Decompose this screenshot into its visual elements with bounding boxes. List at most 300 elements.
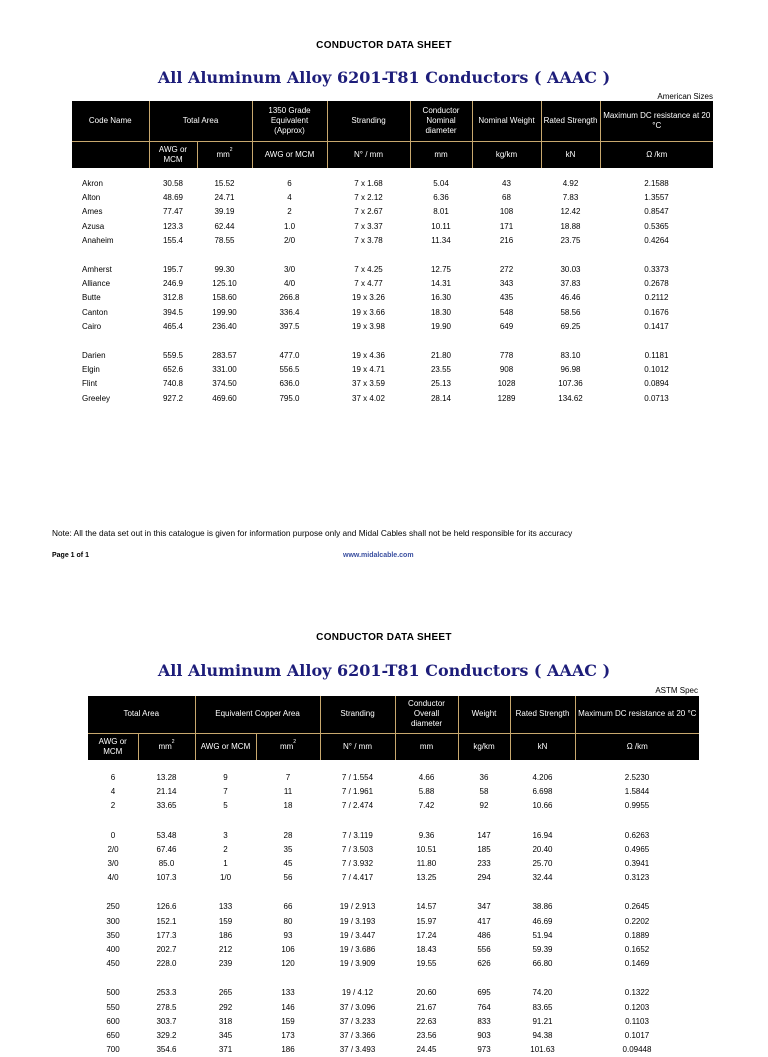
table-cell: 0.2112	[644, 293, 669, 303]
table-cell: Flint	[82, 379, 98, 389]
table-cell: Canton	[82, 307, 108, 317]
table-cell: 30.58	[162, 179, 184, 189]
table-row	[72, 391, 713, 405]
table-row	[72, 291, 713, 305]
table-cell: 0.09448	[622, 1045, 652, 1055]
table-cell: 600	[106, 1016, 120, 1026]
data-table-p1	[72, 177, 713, 406]
table-row	[88, 843, 699, 857]
table-cell: 37 / 3.366	[339, 1030, 376, 1040]
table-cell: 85.0	[158, 859, 175, 869]
table-cell: 292	[218, 1002, 233, 1012]
table-cell: 0.9955	[624, 801, 650, 811]
table-cell: 4/0	[283, 279, 296, 289]
table-cell: 556	[477, 944, 491, 954]
sheet-title-2: CONDUCTOR DATA SHEET	[316, 632, 452, 643]
table-cell: 400	[106, 944, 120, 954]
table-cell: 7 x 2.12	[354, 193, 383, 203]
table-cell: 171	[499, 221, 514, 231]
table-cell: 19 x 3.66	[352, 307, 385, 317]
table-cell: 46.69	[532, 916, 553, 926]
table-cell: 0.3373	[644, 265, 669, 275]
table-header-p1	[72, 101, 713, 168]
header-total-area-2: Total Area	[88, 696, 195, 733]
table-cell: 6.36	[433, 193, 449, 203]
table-cell: 146	[281, 1002, 295, 1012]
table-cell: 94.38	[532, 1030, 553, 1040]
table-cell: 4.92	[562, 179, 579, 189]
table-cell: 48.69	[162, 193, 184, 203]
unit2-mm2: $mm^2$	[138, 733, 195, 760]
table-cell: 96.98	[560, 365, 581, 375]
table-cell: 1.5844	[624, 787, 650, 797]
table-cell: 2	[223, 844, 228, 854]
table-cell: 106	[281, 944, 295, 954]
header-equivalent-copper: Equivalent Copper Area	[195, 696, 320, 733]
unit-ohm: Ω /km	[600, 141, 713, 168]
table-cell: 1/0	[219, 873, 232, 883]
table-cell: 80	[283, 916, 293, 926]
table-cell: 58	[479, 787, 489, 797]
header-strength: Rated Strength	[541, 101, 600, 141]
table-cell: 45	[283, 859, 293, 869]
table-cell: 14.57	[416, 902, 437, 912]
table-cell: 25.13	[430, 379, 452, 389]
table-cell: 7 / 3.503	[341, 844, 374, 854]
table-cell: 46.46	[560, 293, 581, 303]
page-title: All Aluminum Alloy 6201-T81 Conductors ( AAAC )	[157, 68, 611, 87]
table-cell: 37 x 3.59	[352, 379, 385, 389]
table-row	[88, 1029, 699, 1043]
table-cell: 67.46	[156, 844, 177, 854]
header-stranding: Stranding	[327, 101, 410, 141]
table-cell: 350	[106, 930, 120, 940]
website-link[interactable]: www.midalcable.com	[343, 552, 414, 559]
table-cell: 4.66	[418, 773, 435, 783]
table-cell: 155.4	[162, 235, 184, 245]
table-cell: 15.97	[416, 916, 437, 926]
table-cell: 7 / 2.474	[341, 801, 374, 811]
table-cell: 59.39	[532, 944, 553, 954]
table-cell: 126.6	[156, 902, 177, 912]
table-cell: 559.5	[162, 350, 184, 360]
table-cell: 9	[223, 773, 228, 783]
table-cell: 239	[218, 959, 233, 969]
unit2-awg: AWG or MCM	[88, 733, 138, 760]
table-cell: 272	[499, 265, 514, 275]
unit-awg: AWG or MCM	[149, 141, 197, 168]
header-code-name: Code Name	[72, 101, 149, 141]
table-row	[72, 220, 713, 234]
table-cell: 4	[287, 193, 292, 203]
table-cell: 53.48	[156, 830, 177, 840]
table-cell: 0.1322	[624, 988, 650, 998]
table-cell: 195.7	[162, 265, 184, 275]
table-cell: Azusa	[82, 221, 105, 231]
table-cell: 69.25	[560, 321, 581, 331]
table-cell: 77.47	[162, 207, 184, 217]
table-cell: 2/0	[283, 235, 296, 245]
table-cell: 68	[502, 193, 511, 203]
table-cell: 7 / 3.932	[341, 859, 374, 869]
table-cell: 18	[283, 801, 293, 811]
table-row	[88, 986, 699, 1000]
table-cell: 19.90	[430, 321, 452, 331]
unit2-mm: mm	[395, 733, 458, 760]
table-cell: 0.1103	[625, 1016, 649, 1026]
table-cell: 19 / 3.447	[339, 930, 376, 940]
header-strength-2: Rated Strength	[510, 696, 575, 733]
header-diameter: Conductor Nominal diameter	[410, 101, 472, 141]
table-cell: 28.14	[430, 393, 452, 403]
table-cell: 778	[499, 350, 514, 360]
table-cell: 24.45	[416, 1045, 437, 1055]
table-cell: 12.75	[430, 265, 452, 275]
table-cell: 17.24	[416, 930, 437, 940]
table-cell: 4/0	[107, 873, 119, 883]
table-cell: 4.206	[532, 773, 553, 783]
unit-awg-eq: AWG or MCM	[252, 141, 327, 168]
group-spacer	[88, 885, 699, 900]
table-cell: 11.80	[416, 859, 437, 869]
table-header-p2	[88, 696, 699, 760]
table-cell: 10.51	[416, 844, 437, 854]
table-cell: 19 / 2.913	[339, 902, 376, 912]
table-cell: 202.7	[156, 944, 177, 954]
table-row	[88, 915, 699, 929]
table-cell: 0.1889	[624, 930, 650, 940]
table-cell: 3	[223, 830, 228, 840]
table-cell: 74.20	[532, 988, 553, 998]
table-cell: 7.42	[418, 801, 435, 811]
table-cell: 93	[283, 930, 293, 940]
table-row	[88, 871, 699, 885]
table-cell: 78.55	[214, 235, 235, 245]
table-cell: 0.1203	[624, 1002, 650, 1012]
table-cell: 24.71	[214, 193, 235, 203]
table-cell: Alton	[82, 193, 101, 203]
table-cell: 2.1588	[644, 179, 669, 189]
table-cell: 908	[499, 365, 514, 375]
table-cell: 21.14	[156, 787, 177, 797]
table-cell: 91.21	[532, 1016, 553, 1026]
table-cell: 0.2645	[624, 902, 650, 912]
table-cell: 2	[287, 207, 292, 217]
group-spacer	[88, 971, 699, 986]
table-cell: 23.75	[560, 235, 581, 245]
table-cell: 18.88	[560, 221, 581, 231]
table-cell: 1.0	[283, 221, 296, 231]
unit2-mm2-eq: $mm^2$	[256, 733, 320, 760]
table-cell: 56	[283, 873, 293, 883]
unit-stranding: N° / mm	[327, 141, 410, 168]
table-cell: 435	[499, 293, 514, 303]
table-cell: 30.03	[560, 265, 581, 275]
table-row	[72, 177, 713, 191]
table-row	[72, 363, 713, 377]
table-row	[88, 771, 699, 785]
table-cell: 0.4965	[624, 844, 650, 854]
table-row	[88, 900, 699, 914]
table-row	[88, 799, 699, 813]
table-cell: 7	[285, 773, 291, 783]
table-cell: 7 x 4.77	[354, 279, 383, 289]
table-row	[88, 1000, 699, 1014]
table-cell: 7 x 2.67	[354, 207, 383, 217]
group-spacer	[88, 814, 699, 829]
table-cell: 450	[106, 959, 120, 969]
table-cell: 123.3	[162, 221, 184, 231]
table-cell: 11.34	[431, 235, 451, 245]
header-equivalent: 1350 Grade Equivalent (Approx)	[252, 101, 327, 141]
table-cell: 62.44	[214, 221, 235, 231]
table-cell: 294	[477, 873, 491, 883]
table-cell: 927.2	[162, 393, 184, 403]
table-row	[88, 1015, 699, 1029]
table-cell: 21.67	[416, 1002, 437, 1012]
table-cell: 0.2202	[624, 916, 650, 926]
table-cell: 28	[283, 830, 293, 840]
table-cell: 21.80	[430, 350, 452, 360]
unit2-kn: kN	[510, 733, 575, 760]
table-cell: 7	[223, 787, 228, 797]
table-row	[88, 943, 699, 957]
table-cell: 903	[477, 1030, 491, 1040]
table-cell: 2	[110, 801, 116, 811]
table-cell: 13.28	[156, 773, 177, 783]
table-cell: 125.10	[212, 279, 237, 289]
table-row	[72, 205, 713, 219]
table-cell: 465.4	[162, 321, 184, 331]
table-cell: 185	[477, 844, 491, 854]
table-cell: 133	[281, 988, 295, 998]
table-cell: Cairo	[82, 321, 102, 331]
table-cell: 1.3557	[644, 193, 669, 203]
table-row	[72, 377, 713, 391]
table-cell: 764	[477, 1002, 491, 1012]
table-cell: 329.2	[156, 1030, 177, 1040]
table-cell: 500	[106, 988, 120, 998]
table-cell: 23.55	[430, 365, 452, 375]
table-cell: 83.10	[560, 350, 581, 360]
table-cell: 16.94	[532, 830, 553, 840]
table-cell: 147	[477, 830, 491, 840]
table-cell: 107.36	[558, 379, 583, 389]
table-cell: 6	[110, 773, 116, 783]
table-cell: 0.3941	[624, 859, 650, 869]
unit2-kgkm: kg/km	[458, 733, 510, 760]
table-cell: 19 x 3.98	[352, 321, 385, 331]
table-cell: 4	[110, 787, 116, 797]
table-cell: 18.30	[430, 307, 452, 317]
table-row	[72, 263, 713, 277]
table-cell: 186	[218, 930, 233, 940]
header-weight-2: Weight	[458, 696, 510, 733]
header-resistance-2: Maximum DC resistance at 20 °C	[575, 696, 699, 733]
table-row	[72, 306, 713, 320]
table-cell: 33.65	[156, 801, 177, 811]
table-cell: 636.0	[279, 379, 300, 389]
table-cell: 51.94	[532, 930, 553, 940]
table-cell: 0.1652	[624, 944, 650, 954]
table-cell: 66.80	[532, 959, 553, 969]
table-cell: Anaheim	[82, 235, 114, 245]
group-spacer	[72, 334, 713, 349]
table-cell: 186	[281, 1045, 295, 1055]
table-cell: 13.25	[416, 873, 437, 883]
table-cell: 20.40	[532, 844, 553, 854]
table-cell: 303.7	[156, 1016, 177, 1026]
table-cell: 35	[283, 844, 293, 854]
table-cell: 36	[479, 773, 489, 783]
table-cell: Amherst	[82, 265, 112, 275]
unit2-stranding: N° / mm	[320, 733, 395, 760]
table-cell: 371	[218, 1045, 233, 1055]
table-cell: 7 x 4.25	[354, 265, 383, 275]
table-cell: Elgin	[82, 365, 100, 375]
table-cell: 652.6	[162, 365, 184, 375]
group-spacer	[72, 248, 713, 263]
table-cell: 265	[218, 988, 233, 998]
table-cell: 9.36	[418, 830, 435, 840]
table-cell: 6.698	[532, 787, 553, 797]
table-cell: Ames	[82, 207, 103, 217]
table-cell: 250	[106, 902, 120, 912]
table-cell: 417	[477, 916, 491, 926]
table-cell: 173	[281, 1030, 295, 1040]
table-cell: 2.5230	[624, 773, 650, 783]
table-cell: 1028	[497, 379, 516, 389]
table-cell: 246.9	[162, 279, 184, 289]
table-cell: 253.3	[156, 988, 177, 998]
table-cell: 108	[499, 207, 514, 217]
table-cell: 1289	[497, 393, 516, 403]
table-cell: 101.63	[530, 1045, 555, 1055]
table-cell: 20.60	[416, 988, 437, 998]
table-cell: 833	[477, 1016, 491, 1026]
table-cell: 343	[499, 279, 514, 289]
table-cell: 0.1181	[644, 350, 669, 360]
table-cell: 7 x 1.68	[354, 179, 383, 189]
table-cell: 695	[477, 988, 491, 998]
page-number: Page 1 of 1	[52, 552, 89, 559]
table-cell: 336.4	[279, 307, 300, 317]
table-cell: 133	[218, 902, 233, 912]
table-cell: 0.0894	[644, 379, 669, 389]
table-row	[72, 320, 713, 334]
table-cell: 283.57	[212, 350, 237, 360]
table-cell: 0.5365	[644, 221, 669, 231]
table-cell: 19 / 3.193	[339, 916, 376, 926]
table-cell: 394.5	[162, 307, 184, 317]
data-table-p2	[88, 771, 699, 1057]
table-cell: 0.8547	[644, 207, 669, 217]
table-cell: 5.04	[433, 179, 449, 189]
table-row	[88, 857, 699, 871]
table-cell: 37 x 4.02	[352, 393, 385, 403]
table-cell: 7 x 3.37	[354, 221, 383, 231]
page-title-2: All Aluminum Alloy 6201-T81 Conductors ( AAAC )	[157, 661, 611, 680]
table-cell: 15.52	[214, 179, 235, 189]
table-row	[72, 191, 713, 205]
table-cell: 37 / 3.096	[339, 1002, 376, 1012]
table-cell: 354.6	[156, 1045, 177, 1055]
table-cell: 83.65	[532, 1002, 553, 1012]
table-cell: 14.31	[430, 279, 452, 289]
table-cell: 397.5	[279, 321, 300, 331]
table-row	[88, 1043, 699, 1057]
header-weight: Nominal Weight	[472, 101, 541, 141]
table-cell: 300	[106, 916, 120, 926]
table-cell: 38.86	[532, 902, 553, 912]
table-cell: 0.3123	[624, 873, 650, 883]
table-cell: Greeley	[82, 393, 111, 403]
table-cell: 740.8	[162, 379, 184, 389]
table-cell: 345	[218, 1030, 233, 1040]
sheet-title: CONDUCTOR DATA SHEET	[316, 40, 452, 51]
table-cell: 973	[477, 1045, 491, 1055]
table-cell: Butte	[82, 293, 101, 303]
table-cell: Akron	[82, 179, 103, 189]
table-cell: 2/0	[107, 844, 119, 854]
table-cell: 3/0	[283, 265, 296, 275]
table-cell: 92	[479, 801, 489, 811]
table-cell: 486	[477, 930, 491, 940]
table-row	[72, 277, 713, 291]
table-cell: 19 x 4.36	[352, 350, 385, 360]
table-cell: 10.66	[532, 801, 553, 811]
table-row	[88, 829, 699, 843]
table-cell: 278.5	[156, 1002, 177, 1012]
table-cell: Darien	[82, 350, 106, 360]
table-cell: 0.0713	[644, 393, 669, 403]
table-cell: 43	[502, 179, 511, 189]
table-cell: 12.42	[560, 207, 581, 217]
table-cell: 0.2678	[644, 279, 669, 289]
table-cell: 649	[499, 321, 514, 331]
table-cell: 159	[281, 1016, 295, 1026]
table-cell: 212	[218, 944, 233, 954]
table-cell: 134.62	[558, 393, 583, 403]
table-cell: 0.1676	[644, 307, 669, 317]
table-cell: 5.88	[418, 787, 435, 797]
header-resistance: Maximum DC resistance at 20 °C	[600, 101, 713, 141]
unit2-awg-eq: AWG or MCM	[195, 733, 256, 760]
table-row	[72, 349, 713, 363]
table-row	[88, 957, 699, 971]
table-cell: 0.6263	[624, 830, 650, 840]
header-total-area: Total Area	[149, 101, 252, 141]
table-cell: 120	[281, 959, 295, 969]
unit2-ohm: Ω /km	[575, 733, 699, 760]
table-cell: 107.3	[156, 873, 177, 883]
table-cell: 3/0	[107, 859, 119, 869]
table-cell: 37 / 3.233	[339, 1016, 376, 1026]
table-cell: 795.0	[279, 393, 300, 403]
table-cell: 199.90	[212, 307, 237, 317]
table-cell: 7.83	[562, 193, 579, 203]
table-cell: 7 / 3.119	[342, 830, 373, 840]
table-cell: 32.44	[532, 873, 553, 883]
table-cell: 469.60	[212, 393, 237, 403]
table-cell: 23.56	[416, 1030, 437, 1040]
table-cell: 318	[218, 1016, 233, 1026]
table-cell: 158.60	[212, 293, 237, 303]
spec-note: ASTM Spec	[655, 686, 698, 695]
unit-kgkm: kg/km	[472, 141, 541, 168]
table-cell: 18.43	[416, 944, 437, 954]
table-cell: 312.8	[162, 293, 184, 303]
